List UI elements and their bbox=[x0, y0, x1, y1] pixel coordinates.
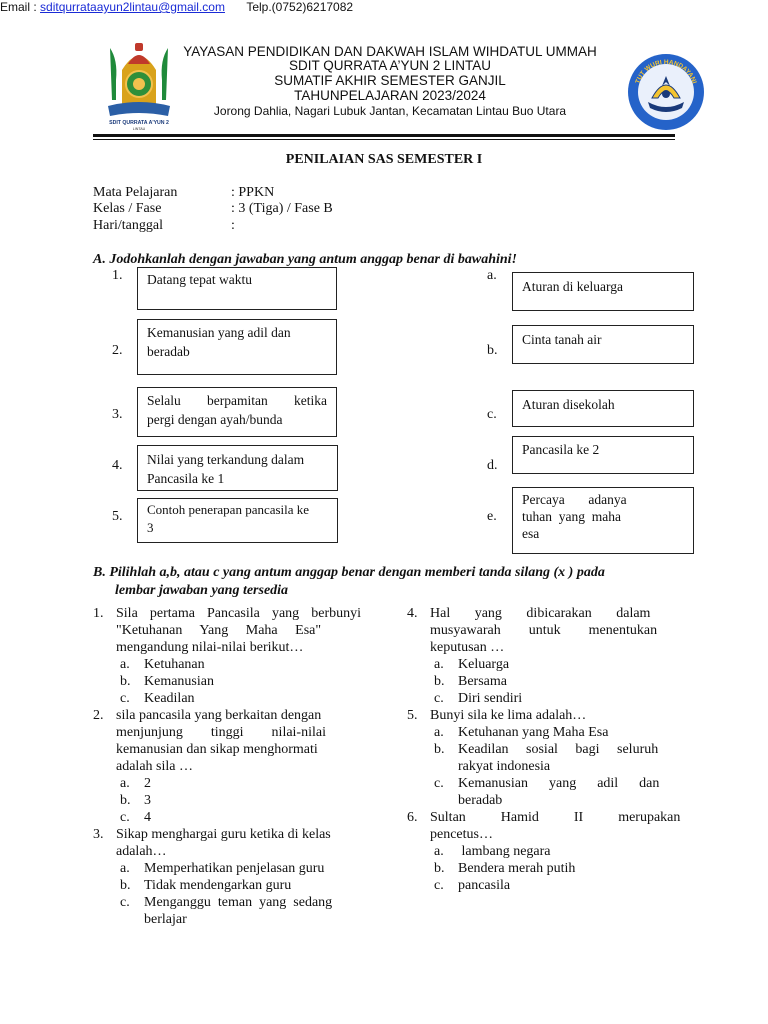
option-letter: b. bbox=[120, 878, 131, 893]
match-right-text: Percaya adanya bbox=[522, 492, 627, 507]
academic-year: TAHUNPELAJARAN 2023/2024 bbox=[294, 88, 486, 103]
exam-name: SUMATIF AKHIR SEMESTER GANJIL bbox=[274, 73, 506, 88]
match-left-text: pergi dengan ayah/bunda bbox=[147, 412, 283, 427]
email-label: Email : bbox=[0, 0, 37, 14]
option-letter: a. bbox=[120, 776, 130, 791]
question-text: pencetus… bbox=[430, 827, 493, 842]
school-logo-sub: LINTAU bbox=[132, 127, 146, 131]
class-label: Kelas / Fase bbox=[93, 201, 162, 216]
exam-info bbox=[93, 185, 393, 235]
option-text[interactable]: 2 bbox=[144, 776, 151, 791]
option-text[interactable]: Kemanusian yang adil dan bbox=[458, 776, 660, 791]
match-left-number: 5. bbox=[112, 509, 123, 524]
match-right-letter: e. bbox=[487, 509, 497, 524]
match-right-box bbox=[512, 325, 694, 364]
contact-line bbox=[0, 0, 420, 14]
option-letter: c. bbox=[120, 895, 130, 910]
match-right-box bbox=[512, 487, 694, 554]
question-text: menjunjung tinggi nilai-nilai bbox=[116, 725, 326, 740]
option-text[interactable]: Tidak mendengarkan guru bbox=[144, 878, 292, 893]
match-right-letter: b. bbox=[487, 343, 498, 358]
option-text[interactable]: Keluarga bbox=[458, 657, 510, 672]
option-letter: a. bbox=[434, 725, 444, 740]
email-link[interactable]: sditqurrataayun2lintau@gmail.com bbox=[40, 0, 225, 14]
match-left-box bbox=[137, 267, 337, 310]
subject-value: : PPKN bbox=[231, 185, 275, 200]
school-name: SDIT QURRATA A’YUN 2 LINTAU bbox=[288, 58, 492, 73]
option-text[interactable]: Bendera merah putih bbox=[458, 861, 576, 876]
match-left-text: Selalu berpamitan ketika bbox=[147, 393, 327, 408]
question-number: 5. bbox=[407, 708, 418, 723]
match-right-letter: a. bbox=[487, 268, 497, 283]
match-right-text: esa bbox=[522, 526, 540, 541]
school-logo-text: SDIT QURRATA A'YUN 2 bbox=[109, 120, 169, 126]
question-number: 3. bbox=[93, 827, 104, 842]
question-number: 2. bbox=[93, 708, 104, 723]
option-letter: c. bbox=[434, 691, 444, 706]
question-number: 4. bbox=[407, 606, 418, 621]
page-title: PENILAIAN SAS SEMESTER I bbox=[285, 152, 483, 167]
option-text[interactable]: 3 bbox=[144, 793, 151, 808]
foundation-name: YAYASAN PENDIDIKAN DAN DAKWAH ISLAM WIHDATUL UMMAH bbox=[183, 44, 597, 59]
question-number: 6. bbox=[407, 810, 418, 825]
question-text: sila pancasila yang berkaitan dengan bbox=[116, 708, 322, 723]
option-text[interactable]: Menganggu teman yang sedang bbox=[144, 895, 333, 910]
question-text: adalah… bbox=[116, 844, 167, 859]
subject-label: Mata Pelajaran bbox=[93, 185, 178, 200]
section-a-instruction: A. Jodohkanlah dengan jawaban yang antum anggap benar di bawahini! bbox=[93, 252, 517, 267]
match-left-text: Contoh penerapan pancasila ke bbox=[147, 502, 310, 517]
option-text[interactable]: Ketuhanan bbox=[144, 657, 205, 672]
match-right-letter: c. bbox=[487, 407, 497, 422]
option-letter: a. bbox=[120, 657, 130, 672]
question-text: keputusan … bbox=[430, 640, 505, 655]
option-text[interactable]: Keadilan bbox=[144, 691, 195, 706]
match-right-box bbox=[512, 272, 694, 311]
option-text[interactable]: lambang negara bbox=[458, 844, 551, 859]
option-letter: c. bbox=[120, 691, 130, 706]
match-left-box bbox=[137, 498, 338, 543]
question-column-left bbox=[93, 605, 363, 930]
option-letter: c. bbox=[120, 810, 130, 825]
match-left-number: 2. bbox=[112, 343, 123, 358]
match-left-number: 1. bbox=[112, 268, 123, 283]
question-text: musyawarah untuk menentukan bbox=[430, 623, 658, 638]
question-text: Sikap menghargai guru ketika di kelas bbox=[116, 827, 331, 842]
match-right-box bbox=[512, 436, 694, 474]
option-text[interactable]: Ketuhanan yang Maha Esa bbox=[458, 725, 609, 740]
question-text: Hal yang dibicarakan dalam bbox=[430, 606, 651, 621]
match-left-text: 3 bbox=[147, 520, 154, 535]
match-right-box bbox=[512, 390, 694, 427]
match-left-number: 4. bbox=[112, 458, 123, 473]
header-rule-thin bbox=[93, 139, 675, 140]
match-left-box bbox=[137, 445, 338, 491]
option-text[interactable]: berlajar bbox=[144, 912, 187, 927]
class-value: : 3 (Tiga) / Fase B bbox=[231, 201, 333, 216]
letterhead bbox=[0, 0, 768, 131]
ministry-logo bbox=[626, 52, 706, 132]
question-number: 1. bbox=[93, 606, 104, 621]
date-label: Hari/tanggal bbox=[93, 218, 163, 233]
option-text[interactable]: beradab bbox=[458, 793, 503, 808]
match-right-text: tuhan yang maha bbox=[522, 509, 621, 524]
section-b-instruction-line: lembar jawaban yang tersedia bbox=[115, 583, 289, 598]
option-letter: b. bbox=[120, 674, 131, 689]
match-left-text: Pancasila ke 1 bbox=[147, 471, 225, 486]
question-text: Sultan Hamid II merupakan bbox=[430, 810, 681, 825]
ministry-logo-text: TUT WURI HANDAYANI bbox=[634, 58, 698, 85]
option-text[interactable]: rakyat indonesia bbox=[458, 759, 551, 774]
option-letter: a. bbox=[434, 844, 444, 859]
option-letter: b. bbox=[434, 742, 445, 757]
option-text[interactable]: 4 bbox=[144, 810, 151, 825]
match-left-number: 3. bbox=[112, 407, 123, 422]
match-right-text: Aturan di keluarga bbox=[522, 279, 623, 294]
option-text[interactable]: pancasila bbox=[458, 878, 511, 893]
question-text: kemanusian dan sikap menghormati bbox=[116, 742, 318, 757]
question-text: mengandung nilai-nilai berikut… bbox=[116, 640, 304, 655]
section-b-instruction-line: B. Pilihlah a,b, atau c yang antum anggap benar dengan memberi tanda silang (x ) pada bbox=[93, 565, 605, 580]
option-letter: c. bbox=[434, 776, 444, 791]
question-text: adalah sila … bbox=[116, 759, 193, 774]
option-text[interactable]: Memperhatikan penjelasan guru bbox=[144, 861, 325, 876]
option-text[interactable]: Kemanusian bbox=[144, 674, 214, 689]
match-right-text: Pancasila ke 2 bbox=[522, 442, 600, 457]
header-rule-thick bbox=[93, 134, 675, 137]
option-letter: c. bbox=[434, 878, 444, 893]
option-text[interactable]: Diri sendiri bbox=[458, 691, 523, 706]
option-letter: b. bbox=[120, 793, 131, 808]
phone-number: Telp.(0752)6217082 bbox=[246, 0, 354, 14]
section-b-instruction bbox=[93, 564, 683, 600]
match-right-letter: d. bbox=[487, 458, 498, 473]
question-text: "Ketuhanan Yang Maha Esa" bbox=[116, 623, 322, 638]
option-letter: a. bbox=[434, 657, 444, 672]
date-value: : bbox=[231, 218, 235, 233]
option-letter: a. bbox=[120, 861, 130, 876]
match-left-text: Kemanusian yang adil dan bbox=[147, 325, 291, 340]
match-left-text: Datang tepat waktu bbox=[147, 272, 252, 287]
option-letter: b. bbox=[434, 674, 445, 689]
option-text[interactable]: Bersama bbox=[458, 674, 507, 689]
question-text: Sila pertama Pancasila yang berbunyi bbox=[116, 606, 361, 621]
match-left-text: beradab bbox=[147, 344, 190, 359]
match-left-box bbox=[137, 319, 337, 375]
match-right-text: Cinta tanah air bbox=[522, 332, 602, 347]
option-text[interactable]: Keadilan sosial bagi seluruh bbox=[458, 742, 659, 757]
question-column-right bbox=[407, 605, 681, 905]
match-left-box bbox=[137, 387, 337, 437]
school-address: Jorong Dahlia, Nagari Lubuk Jantan, Kecamatan Lintau Buo Utara bbox=[213, 104, 567, 118]
match-right-text: Aturan disekolah bbox=[522, 397, 615, 412]
option-letter: b. bbox=[434, 861, 445, 876]
question-text: Bunyi sila ke lima adalah… bbox=[430, 708, 587, 723]
match-left-text: Nilai yang terkandung dalam bbox=[147, 452, 305, 467]
